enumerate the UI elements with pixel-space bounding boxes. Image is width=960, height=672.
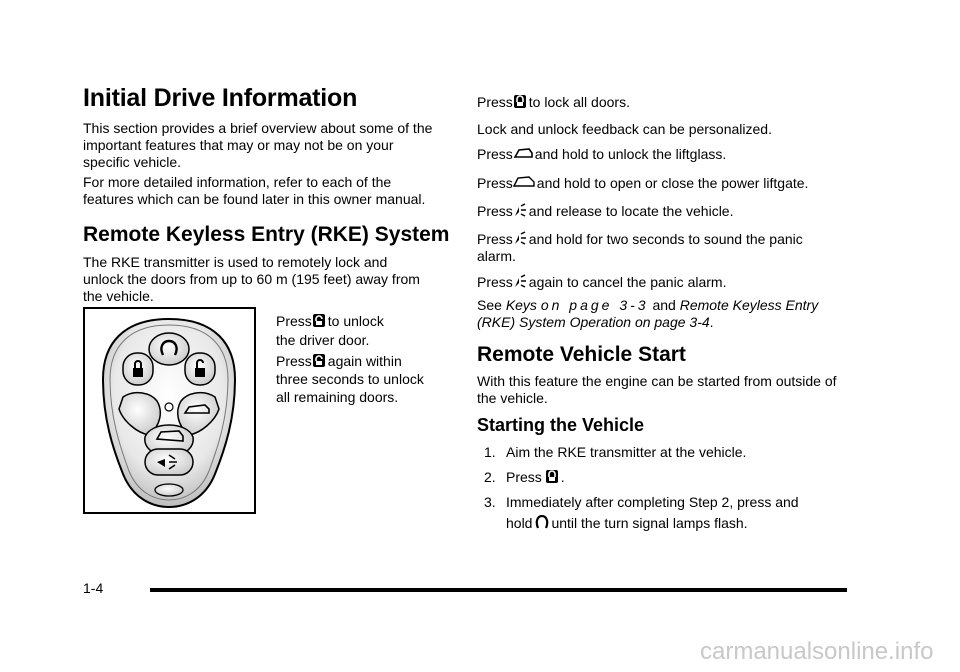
liftglass-icon (513, 146, 533, 161)
unlock-text-2c: all remaining doors. (276, 389, 399, 405)
panic-horn-icon-2 (513, 231, 527, 246)
press-word-cancel: Press (477, 274, 513, 290)
unlock-instructions (276, 312, 446, 406)
rke-transmitter-image (83, 307, 256, 514)
starting-heading: Starting the Vehicle (477, 415, 645, 435)
unlock-text-1a: to unlock (327, 313, 384, 329)
watermark: carmanualsonline.info (700, 638, 934, 665)
unlock-icon-2 (312, 353, 326, 368)
see-word: See (477, 297, 502, 313)
rke-page-ref[interactable]: (RKE) System Operation on page 3-4 (477, 314, 710, 330)
rvs-paragraph: With this feature the engine can be started from outside of the vehicle. (477, 373, 837, 406)
panic-text-a: and hold for two seconds to sound the panic (528, 231, 803, 247)
press-word-panic: Press (477, 231, 513, 247)
intro-paragraph-2: For more detailed information, refer to each of the features which can be found later in this owner manual. (83, 174, 426, 207)
unlock-text-1b: the driver door. (276, 332, 370, 348)
cancel-text: again to cancel the panic alarm. (528, 274, 727, 290)
step-1 (484, 444, 746, 461)
step-suffix: . (560, 469, 565, 485)
panic-horn-icon-3 (513, 274, 527, 289)
step-text: Immediately after completing Step 2, press and (506, 494, 799, 510)
locate-line (477, 203, 734, 220)
step-text: Press (506, 469, 542, 485)
press-word-2: Press (276, 353, 312, 369)
lock-icon-step (545, 469, 559, 484)
liftgate-icon (513, 175, 535, 190)
step-text: Aim the RKE transmitter at the vehicle. (506, 444, 747, 460)
key-fob-illustration (85, 309, 254, 512)
see-also-line (477, 297, 837, 331)
panic-line (477, 231, 837, 265)
keys-page-ref[interactable]: on page 3-3 (540, 297, 649, 313)
step-3 (484, 494, 799, 535)
lock-text: to lock all doors. (528, 94, 630, 110)
press-word: Press (276, 313, 312, 329)
unlock-icon (312, 313, 326, 328)
panic-horn-icon (513, 203, 527, 218)
liftgate-line (477, 175, 808, 192)
step-text-2a: hold (506, 515, 533, 531)
period: . (709, 314, 714, 330)
liftgate-text: and hold to open or close the power liftgate. (536, 175, 809, 191)
and-word: and (652, 297, 676, 313)
rke-heading: Remote Keyless Entry (RKE) System (83, 223, 450, 246)
locate-text: and release to locate the vehicle. (528, 203, 734, 219)
intro-paragraph: This section provides a brief overview about some of the important features that may or may not be on your specific vehicle. (83, 120, 433, 170)
footer-rule (150, 588, 847, 592)
liftglass-line (477, 146, 726, 163)
step-number: 2. (484, 469, 496, 485)
lock-line (477, 94, 630, 111)
feedback-line: Lock and unlock feedback can be personalized. (477, 121, 772, 137)
step-number: 1. (484, 444, 496, 460)
remote-start-icon (535, 515, 549, 530)
rke-link[interactable]: Remote Keyless Entry (679, 297, 819, 313)
rvs-heading: Remote Vehicle Start (477, 343, 686, 366)
press-word-locate: Press (477, 203, 513, 219)
step-2 (484, 469, 565, 486)
step-number: 3. (484, 494, 496, 510)
panic-text-b: alarm. (477, 248, 516, 264)
cancel-line (477, 274, 726, 291)
liftglass-text: and hold to unlock the liftglass. (534, 146, 727, 162)
lock-icon (513, 94, 527, 109)
press-word-liftgate: Press (477, 175, 513, 191)
keys-link[interactable]: Keys (505, 297, 537, 313)
rke-paragraph: The RKE transmitter is used to remotely lock and unlock the doors from up to 60 m (195 feet) away from the vehicle. (83, 254, 420, 304)
step-text-2b: until the turn signal lamps flash. (551, 515, 748, 531)
unlock-text-2a: again within (327, 353, 402, 369)
press-word-lock: Press (477, 94, 513, 110)
page-number: 1-4 (83, 580, 104, 596)
page-title: Initial Drive Information (83, 84, 358, 112)
press-word-liftglass: Press (477, 146, 513, 162)
unlock-text-2b: three seconds to unlock (276, 371, 424, 387)
